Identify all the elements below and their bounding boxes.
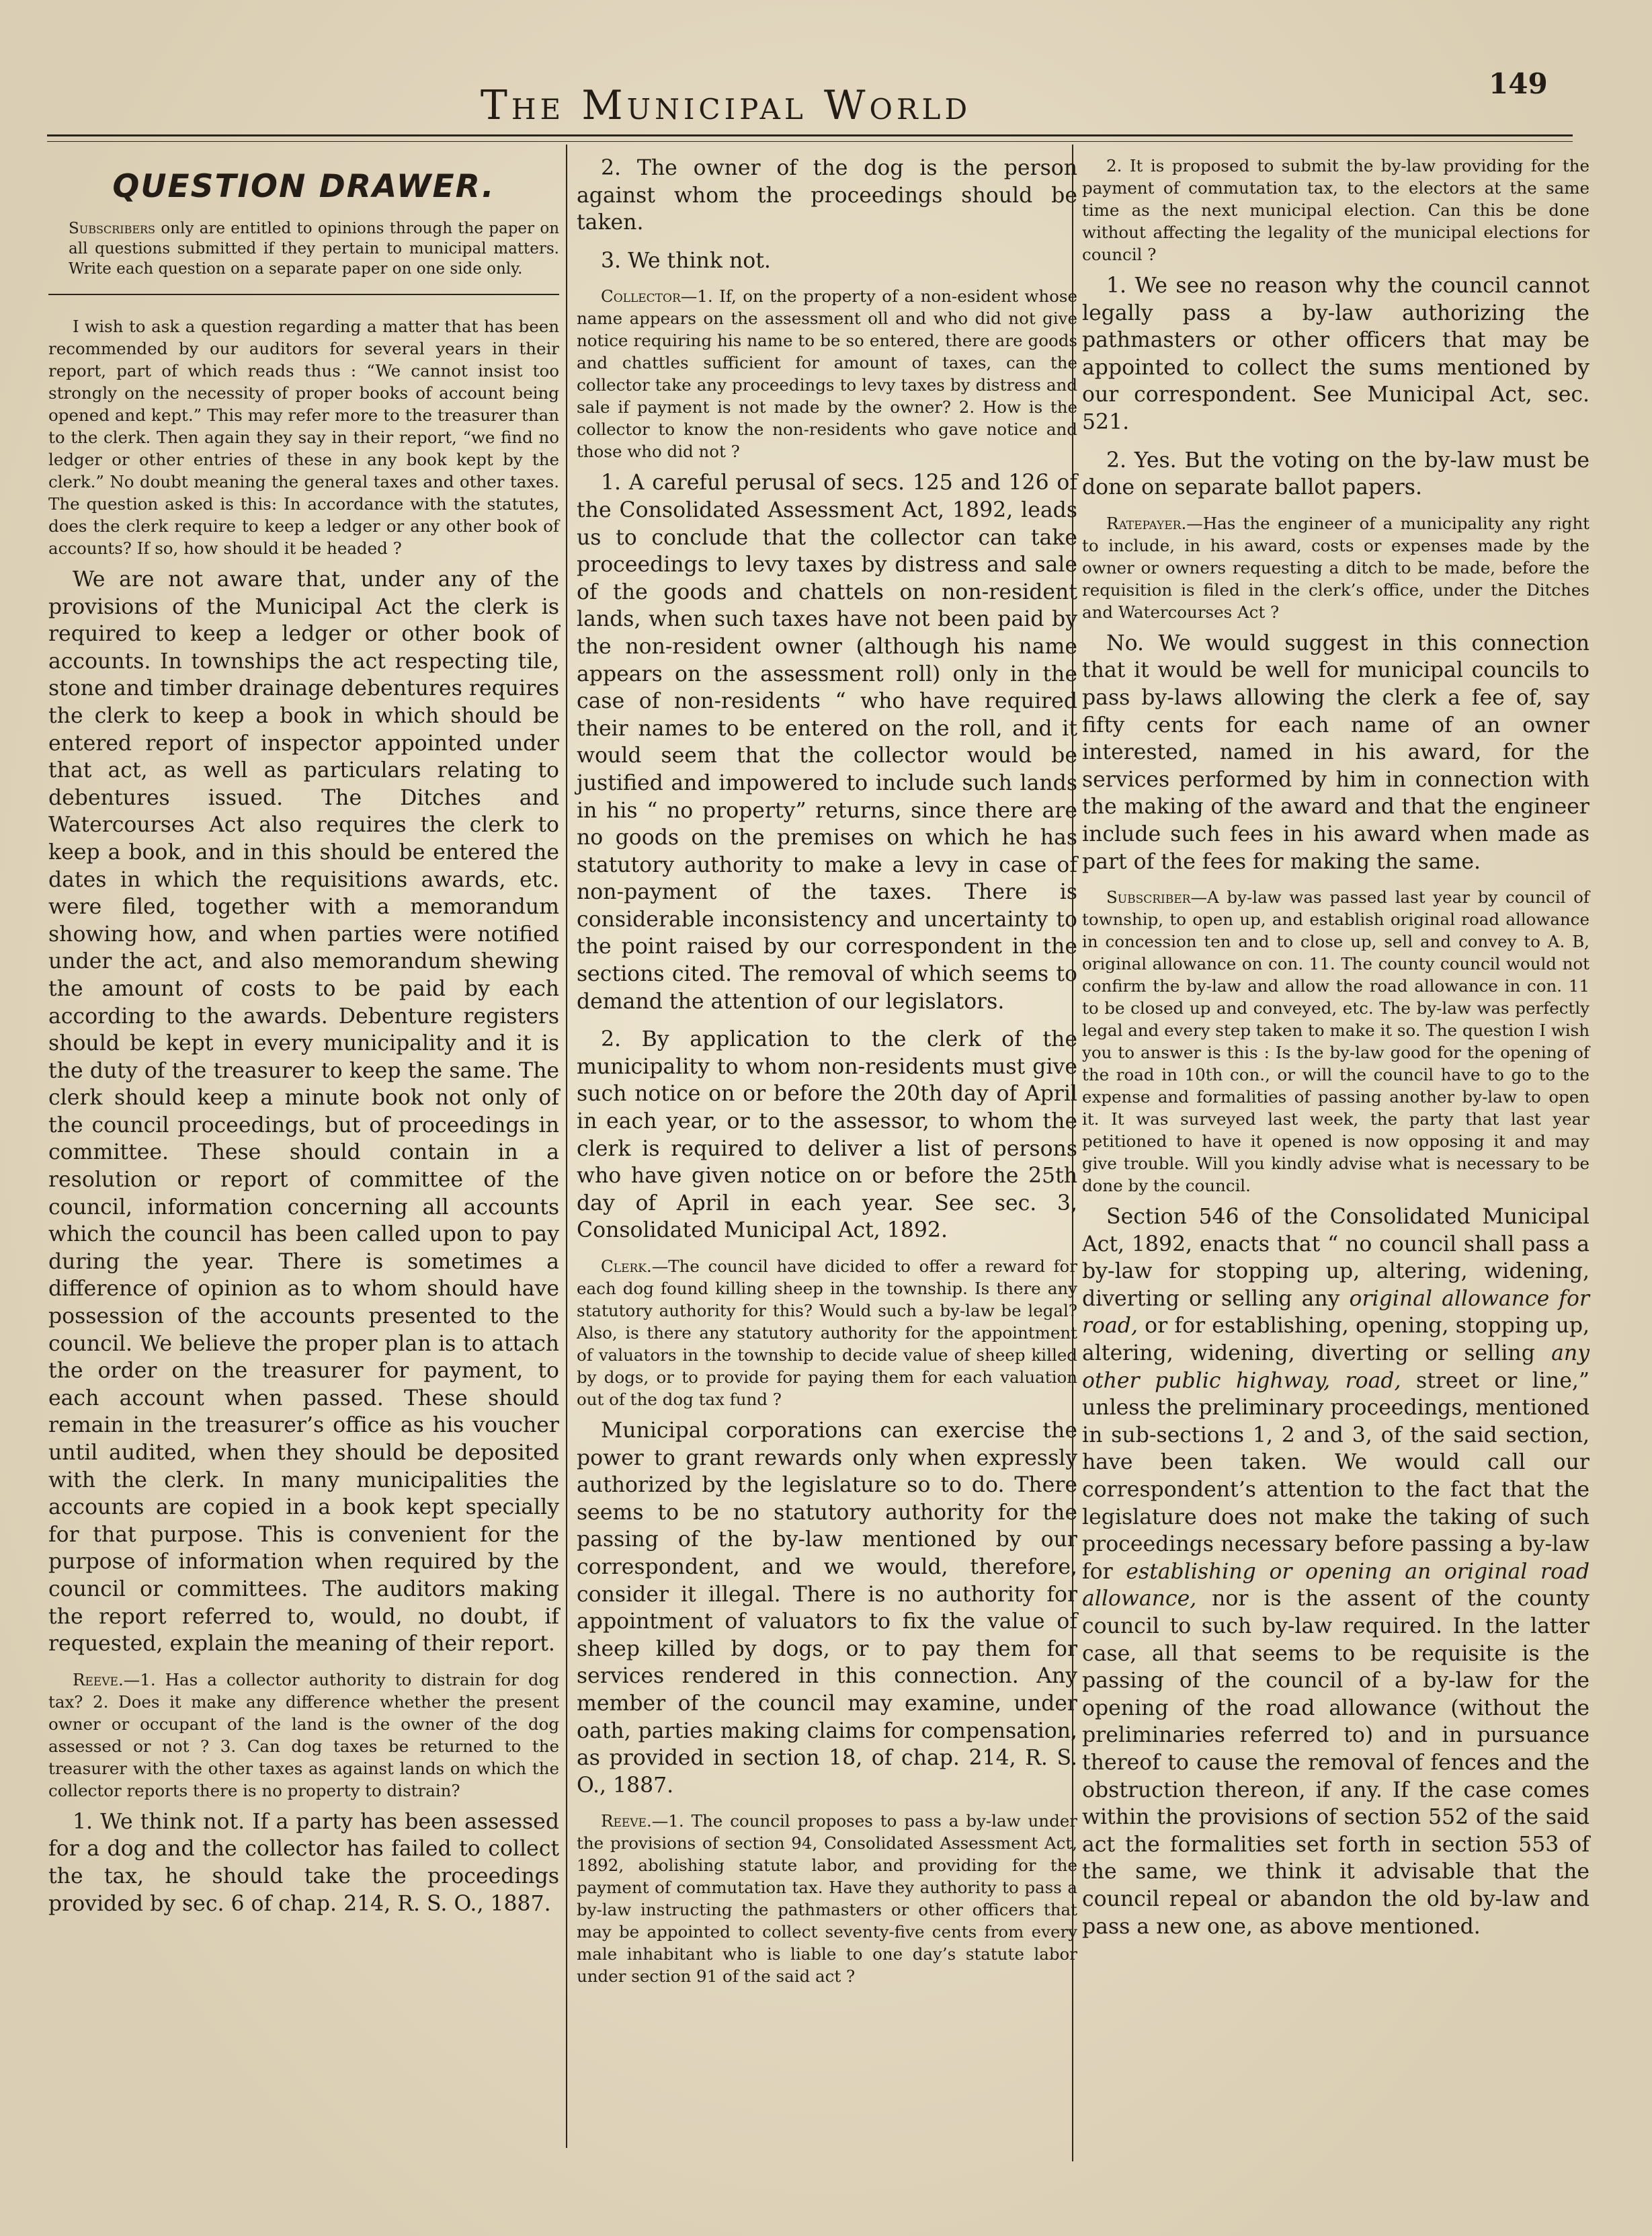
answer: 2. The owner of the dog is the person against whom the proceedings should be taken. bbox=[577, 156, 1077, 235]
question-author: Reeve. bbox=[601, 1811, 652, 1831]
question-text: —1. Has a collector authority to distrain for dog tax? 2. Does it make any difference whether the present owner or occupant of the land is the owner of the dog assessed or not ? 3. Can dog taxes be returned to the treasurer with the other taxes as against lands on which the collector reports there is no property to distrain? bbox=[48, 1669, 559, 1800]
question: 2. It is proposed to submit the by-law providing for the payment of commutation tax, to the electors at the same time as the next municipal election. Can this be done without affecting the legality of the municipal elections for council ? bbox=[1082, 156, 1589, 264]
column-divider bbox=[566, 145, 567, 2148]
question-author: Ratepayer. bbox=[1106, 513, 1187, 533]
emphasis: any other public highway, road, bbox=[1082, 1341, 1589, 1393]
section-heading: QUESTION DRAWER. bbox=[112, 168, 495, 205]
question bbox=[577, 1810, 1077, 1987]
question-text: —A by-law was passed last year by council of township, to open up, and establish original road allowance in concession ten and to close up, sell and convey to A. B, original allowance on con. 11. The county council would not confirm the by-law and allow the road allowance in con. 11 to be closed up and conveyed, etc. The by-law was perfectly legal and every step taken to make it so. The question I wish you to answer is this : Is the by-law good for the opening of the road in 10th con., or will the council have to go to the expense and formalities of passing another by-law to open it. It was surveyed last week, the party that last year petitioned to have it opened is now opposing it and may give trouble. Will you kindly advise what is necessary to be done by the council. bbox=[1082, 887, 1589, 1196]
question-text: —The council have dicided to offer a reward for each dog found killing sheep in the township. Is there any statutory authority for this? Would such a by-law be legal? Also, is there any statutory authority for the appointment of valuators in the township to decide value of sheep killed by dogs, or to provide for paying them for each valuation out of the dog tax fund ? bbox=[577, 1256, 1077, 1409]
question-author: Subscriber bbox=[1106, 887, 1191, 908]
answer: 1. A careful perusal of secs. 125 and 126 of the Consolidated Assessment Act, 1892, leads us to conclude that the collector can take proceedings to levy taxes by distress and sale of the goods and chattels on non-resident lands, when such taxes have not been paid by the non-resident owner (although his name appears on the assessment roll) only in the case of non-residents “ who have required their names to be entered on the roll, and it would seem that the collector would be justified and impowered to include such lands in his “ no property” returns, since there are no goods on the premises on which he has statutory authority to make a levy in case of non-payment of the taxes. There is considerable inconsistency and uncertainty to the point raised by our correspondent in the sections cited. The removal of which seems to demand the attention of our legislators. bbox=[577, 471, 1077, 1014]
answer-text: Section 546 of the Consolidated Municipal Act, 1892, enacts that “ no council shall pass a by-law for stopping up, altering, widening, diverting or selling any bbox=[1082, 1205, 1589, 1311]
answer: 1. We think not. If a party has been assessed for a dog and the collector has failed to collect the tax, he should take the proceedings provided by sec. 6 of chap. 214, R. S. O., 1887. bbox=[48, 1809, 559, 1916]
question-text: —1. The council proposes to pass a by-law under the provisions of section 94, Consolidated Assessment Act, 1892, abolishing statute labor, and providing for the payment of commutation tax. Have they authority to pass a by-law instructing the pathmasters or other officers that may be appointed to collect seventy-five cents from every male inhabitant who is liable to one day’s statute labor under section 91 of the said act ? bbox=[577, 1811, 1077, 1987]
emphasis: establishing or opening an original road allowance, bbox=[1082, 1559, 1589, 1611]
answer-text: nor is the assent of the county council to such by-law required. In the latter case, all that seems to be requisite is the passing of the council of a by-law for the opening of the road allowance (without the preliminaries referred to) and in pursuance thereof to cause the removal of fences and the obstruction thereon, if any. If the case comes within the provisions of section 552 of the said act the formalities set forth in section 553 of the same, we think it advisable that the council repeal or abandon the old by-law and pass a new one, as above mentioned. bbox=[1082, 1587, 1589, 1939]
question: I wish to ask a question regarding a matter that has been recommended by our auditors for several years in their report, part of which reads thus : “We cannot insist too strongly on the necessity of proper books of account being opened and kept.” This may refer more to the treasurer than to the clerk. Then again they say in their report, “we find no ledger or other entries of these in any book kept by the clerk.” No doubt meaning the general taxes and other taxes. The question asked is this: In accordance with the statutes, does the clerk require to keep a ledger or any other book of accounts? If so, how should it be headed ? bbox=[48, 317, 559, 558]
answer bbox=[1082, 1203, 1589, 1940]
question-author: Collector bbox=[601, 286, 681, 307]
question-text: —1. If, on the property of a non-esident whose name appears on the assessment oll and who did not give notice requiring his name to be so entered, there are goods and chattles sufficient for amount of taxes, can the collector take any proceedings to levy taxes by distress and sale if payment is not made by the owner? 2. How is the collector to know the non-residents who gave notice and those who did not ? bbox=[577, 286, 1077, 462]
answer: Municipal corporations can exercise the power to grant rewards only when expressly authorized by the legislature so to do. There seems to be no statutory authority for the passing of the by-law mentioned by our correspondent, and we would, therefore, consider it illegal. There is no authority for appointment of valuators to fix the value of sheep killed by dogs, or to pay them for services rendered in this connection. Any member of the council may examine, under oath, parties making claims for compensation, as provided in section 18, of chap. 214, R. S. O., 1887. bbox=[577, 1419, 1077, 1798]
column-1 bbox=[48, 155, 559, 1928]
question bbox=[48, 1669, 559, 1802]
question-author: Clerk. bbox=[601, 1256, 652, 1276]
intro-notice bbox=[69, 218, 559, 279]
answer: No. We would suggest in this connection that it would be well for municipal councils to pass by-laws allowing the clerk a fee of, say fifty cents for each name of an owner interested, named in his award, for the services performed by him in connection with the making of the award and that the engineer include such fees in his award when made as part of the fees for making the same. bbox=[1082, 631, 1589, 874]
answer: 2. By application to the clerk of the municipality to whom non-residents must give such notice on or before the 20th day of April in each year, or to the assessor, to whom the clerk is required to deliver a list of persons who have given notice on or before the 25th day of April in each year. See sec. 3, Consolidated Municipal Act, 1892. bbox=[577, 1027, 1077, 1243]
question bbox=[1082, 886, 1589, 1197]
answer-text: or for establishing, opening, stopping up, altering, widening, diverting or selling bbox=[1082, 1314, 1590, 1366]
intro-text: only are entitled to opinions through the paper on all questions submitted if they pertain to municipal matters. Write each question on a separate paper on one side only. bbox=[69, 220, 560, 278]
masthead-title: The Municipal World bbox=[480, 82, 972, 129]
column-2 bbox=[577, 155, 1077, 1994]
answer: 1. We see no reason why the council cannot legally pass a by-law authorizing the pathmasters or other officers that may be appointed to collect the sums mentioned by our correspondent. See Municipal Act, sec. 521. bbox=[1082, 274, 1589, 434]
header-rule bbox=[47, 134, 1573, 136]
question bbox=[577, 1255, 1077, 1410]
emphasis: original allowance for road, bbox=[1082, 1286, 1589, 1339]
answer: 3. We think not. bbox=[601, 248, 771, 273]
question bbox=[577, 285, 1077, 463]
intro-lead: Subscribers bbox=[69, 220, 156, 237]
page-number: 149 bbox=[1489, 67, 1548, 100]
question-text: —Has the engineer of a municipality any right to include, in his award, costs or expenses made by the owner or owners requesting a ditch to be made, before the requisition is filed in the clerk’s office, under the Ditches and Watercourses Act ? bbox=[1082, 513, 1589, 622]
answer-text: street or line,” unless the preliminary proceedings, mentioned in sub-sections 1, 2 and 3, of the said section, have been taken. We would call our correspondent’s attention to the fact that the legislature does not make the taking of such proceedings necessary before passing a by-law for bbox=[1082, 1368, 1589, 1584]
divider bbox=[48, 294, 559, 295]
answer: We are not aware that, under any of the provisions of the Municipal Act the clerk is required to keep a ledger or other book of accounts. In townships the act respecting tile, stone and timber drainage debentures requires the clerk to keep a book in which should be entered report of inspector appointed under that act, as well as particulars relating to debentures issued. The Ditches and Watercourses Act also requires the clerk to keep a book, and in this should be entered the dates in which the requisitions awards, etc. were filed, together with a memorandum showing how, and when parties were notified under the act, and also memorandum shewing the amount of costs to be paid by each according to the awards. Debenture registers should be kept in every municipality and it is the duty of the treasurer to keep the same. The clerk should keep a minute book not only of the council proceedings, but of proceedings in committee. These should contain in a resolution or report of committee of the council, information concerning all accounts which the council has been called upon to pay during the year. There is sometimes a difference of opinion as to whom should have possession of the accounts presented to the council. We believe the proper plan is to attach the order on the treasurer for payment, to each account when passed. These should remain in the treasurer’s office as his voucher until audited, when they should be deposited with the clerk. In many municipalities the accounts are copied in a book kept specially for that purpose. This is convenient for the purpose of information when required by the council or committees. The auditors making the report referred to, would, no doubt, if requested, explain the meaning of their report. bbox=[48, 567, 559, 1656]
column-3 bbox=[1082, 155, 1589, 1951]
header-rule-thin bbox=[47, 141, 1573, 142]
question bbox=[1082, 512, 1589, 623]
answer: 2. Yes. But the voting on the by-law must be done on separate ballot papers. bbox=[1082, 448, 1589, 500]
question-author: Reeve. bbox=[73, 1669, 124, 1689]
